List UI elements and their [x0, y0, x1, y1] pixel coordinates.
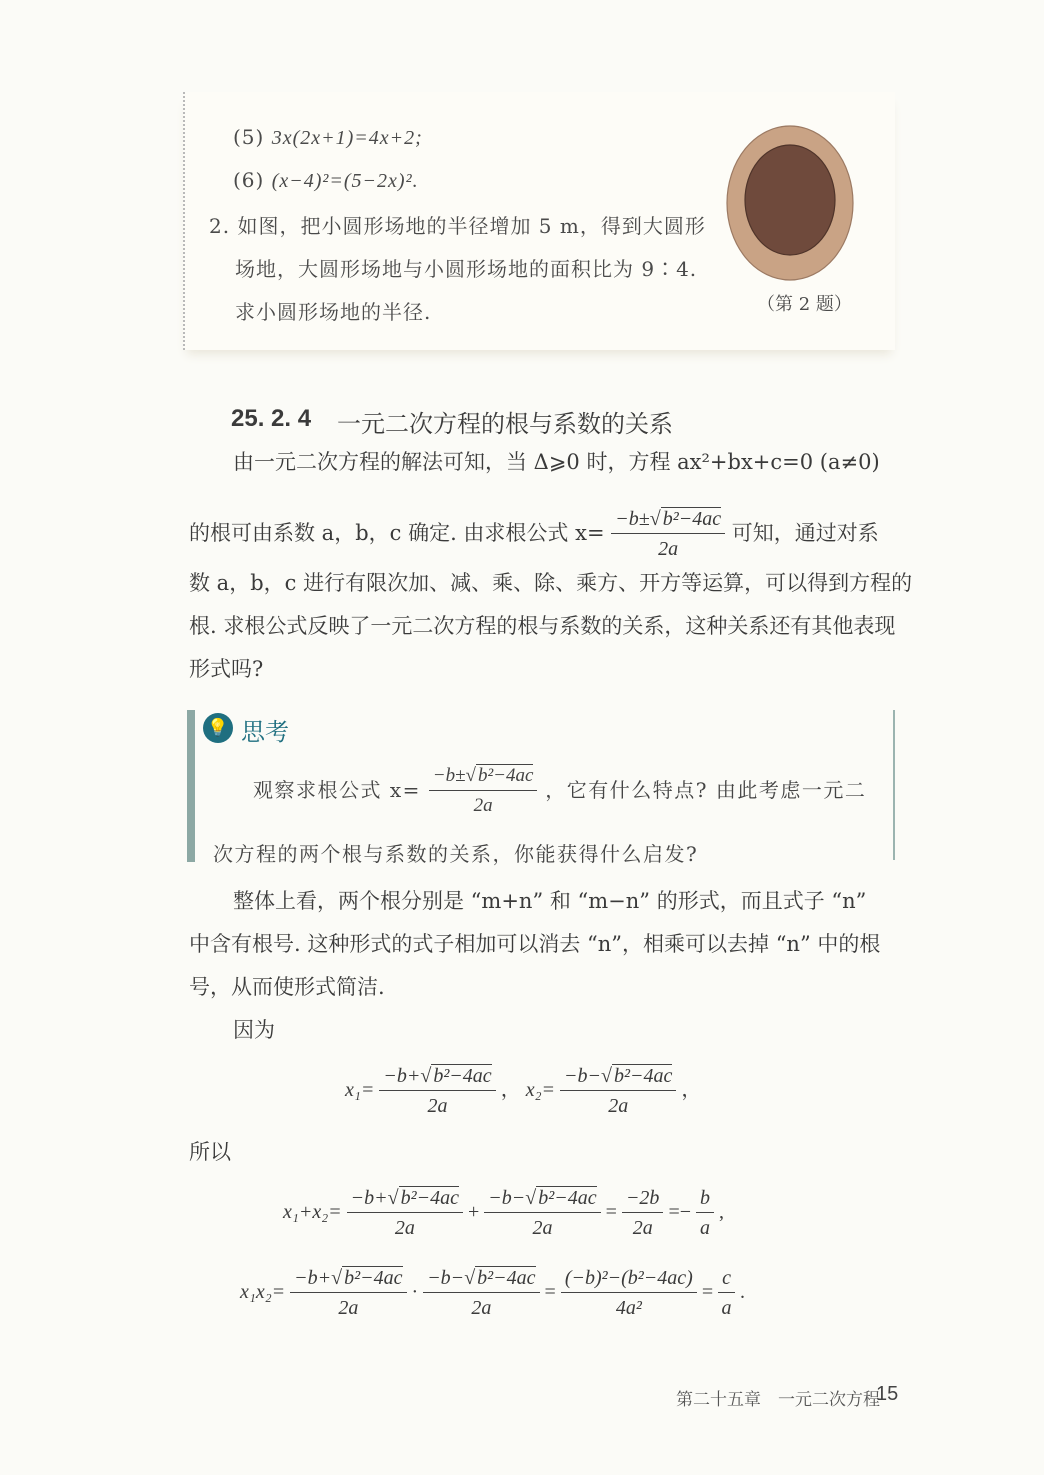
exercise-item-5: (5) 3x(2x+1)=4x+2; — [233, 125, 423, 149]
think-line-2: 次方程的两个根与系数的关系，你能获得什么启发? — [213, 842, 699, 866]
paragraph-1-line-2: 的根可由系数 a，b，c 确定. 由求根公式 x= $\frac{\text{−b±√ b²−4ac}}{2a}$ 可知，通过对系 — [189, 505, 879, 564]
section-title: 一元二次方程的根与系数的关系 — [337, 410, 673, 438]
roots-formula-line: x₁= $\frac{\text{−b+√ b²−4ac}}{2a}$ ， x₂= $\frac{\text{−b−√ b²−4ac}}{2a}$ ， — [345, 1062, 701, 1121]
paragraph-2-line-1: 整体上看，两个根分别是 “m+n” 和 “m−n” 的形式，而且式子 “n” — [233, 889, 867, 913]
because-label: 因为 — [233, 1018, 275, 1042]
think-box-right-border — [893, 710, 895, 860]
think-line-1: 观察求根公式 x= $\frac{\text{−b±√ b²−4ac}}{2a}$ ，它有什么特点? 由此考虑一元二 — [253, 762, 866, 821]
paragraph-1-line-3: 数 a，b，c 进行有限次加、减、乘、除、乘方、开方等运算，可以得到方程的 — [189, 571, 913, 595]
think-title: 思考 — [241, 718, 289, 746]
think-formula-fraction: $\frac{\text{−b±√ b²−4ac}}{2a}$ — [429, 762, 538, 821]
figure-caption: （第 2 题） — [757, 294, 852, 315]
product-formula-line: x₁x₂= $\frac{\text{−b+√ b²−4ac}}{2a}$ · $\frac{\text{−b−√ b²−4ac}}{2a}$ = $\frac{\text{(−b)²−(b²−4ac)}}{\text{4a²}}$ = $\frac{c}{a}$ . — [240, 1264, 745, 1323]
therefore-label: 所以 — [189, 1140, 231, 1164]
paragraph-1-line-5: 形式吗? — [189, 657, 264, 681]
think-box-bar — [187, 710, 195, 862]
quadratic-formula-fraction: $\frac{\text{−b±√ b²−4ac}}{2a}$ — [611, 505, 725, 564]
exercise-2-line-1: 2. 如图，把小圆形场地的半径增加 5 m，得到大圆形 — [209, 214, 706, 238]
paragraph-1-line-4: 根. 求根公式反映了一元二次方程的根与系数的关系，这种关系还有其他表现 — [189, 614, 896, 638]
x1-fraction: $\frac{\text{−b+√ b²−4ac}}{2a}$ — [379, 1062, 495, 1121]
x2-fraction: $\frac{\text{−b−√ b²−4ac}}{2a}$ — [560, 1062, 676, 1121]
exercise-2-line-2: 场地，大圆形场地与小圆形场地的面积比为 9∶4. — [235, 257, 698, 281]
inner-circle — [745, 145, 835, 255]
paragraph-2-line-2: 中含有根号. 这种形式的式子相加可以消去 “n”，相乘可以去掉 “n” 中的根 — [189, 932, 881, 956]
paragraph-2-line-3: 号，从而使形式简洁. — [189, 975, 385, 999]
chapter-footer: 第二十五章 一元二次方程 — [676, 1390, 880, 1410]
concentric-circles-figure — [720, 118, 860, 288]
sum-formula-line: x₁+x₂= $\frac{\text{−b+√ b²−4ac}}{2a}$ + $\frac{\text{−b−√ b²−4ac}}{2a}$ = $\frac{-2b}{2a}$ =− $\frac{b}{a}$ , — [283, 1184, 724, 1243]
paragraph-1-line-1: 由一元二次方程的解法可知，当 Δ⩾0 时，方程 ax²+bx+c=0 (a≠0) — [233, 450, 880, 474]
lightbulb-icon: 💡 — [203, 713, 233, 743]
section-number: 25. 2. 4 — [231, 405, 312, 432]
exercise-item-6: (6) (x−4)²=(5−2x)². — [233, 168, 419, 192]
exercise-2-line-3: 求小圆形场地的半径. — [235, 300, 432, 324]
page-number: 15 — [876, 1383, 899, 1405]
